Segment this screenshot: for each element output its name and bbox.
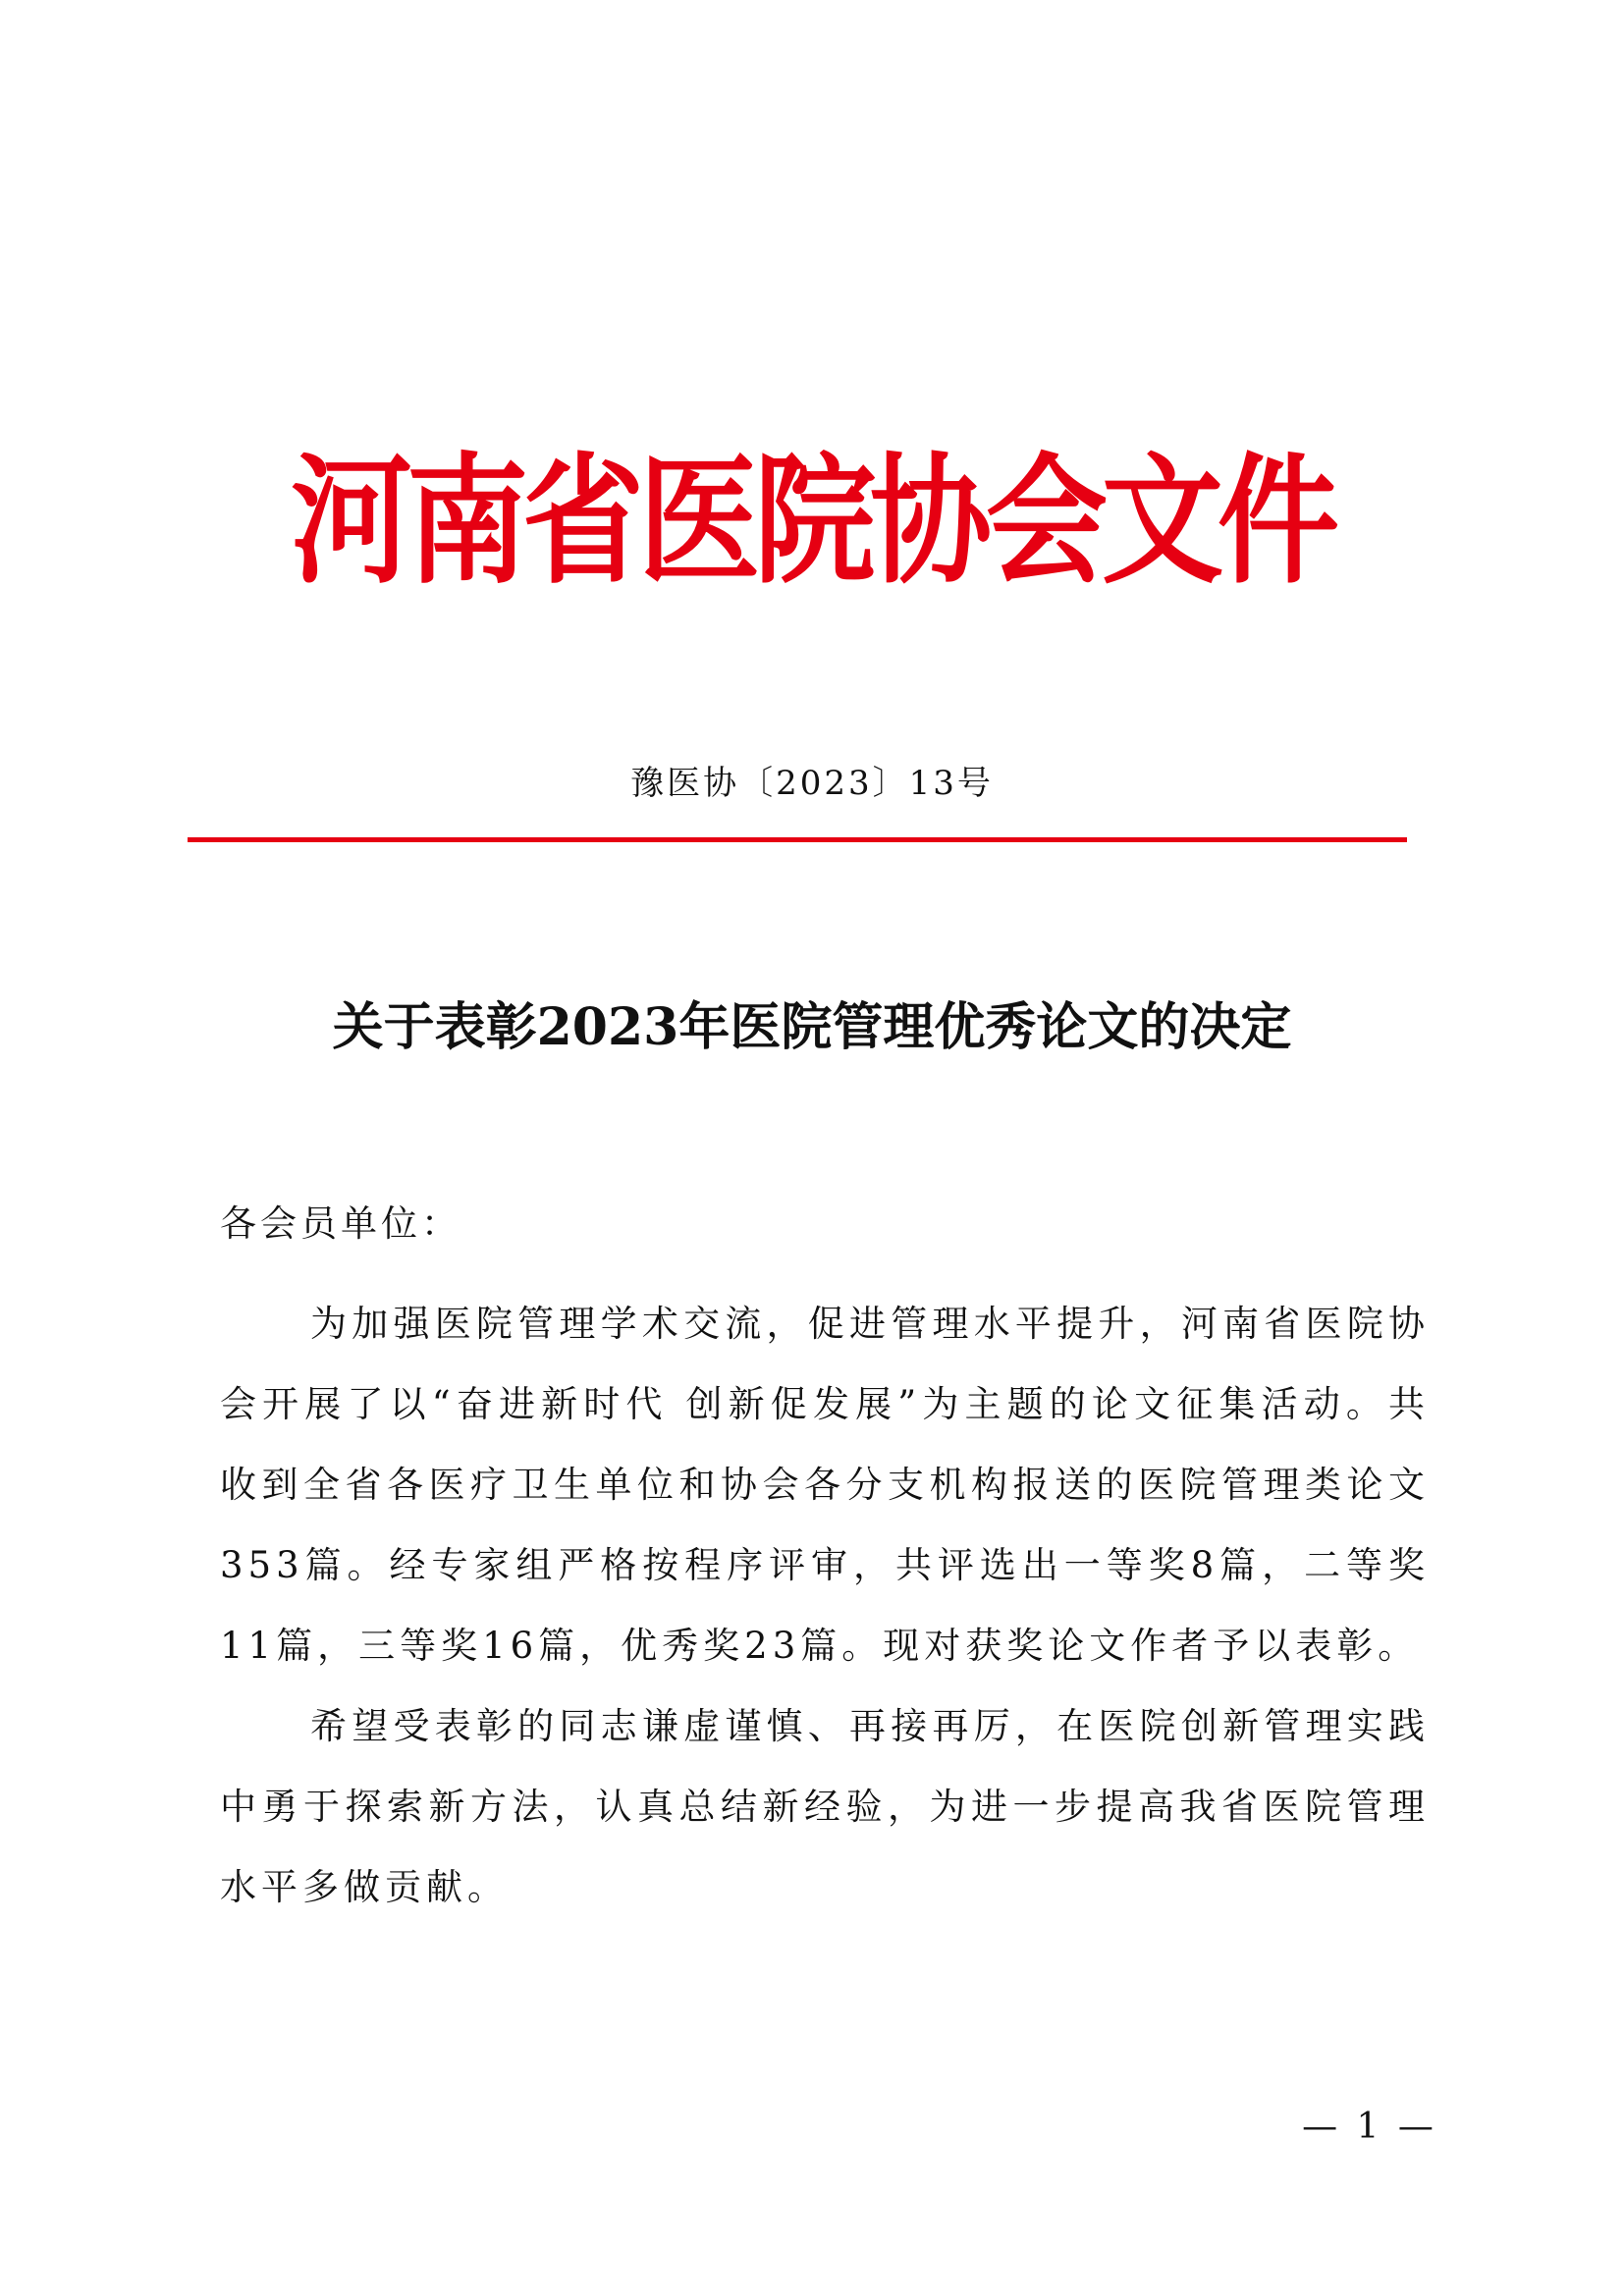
masthead-title: 河南省医院协会文件 — [290, 440, 1333, 604]
page-number: — 1 — — [1302, 2107, 1437, 2147]
body-paragraph-1: 为加强医院管理学术交流，促进管理水平提升，河南省医院协会开展了以“奋进新时代 创新促发展”为主题的论文征集活动。共收到全省各医疗卫生单位和协会各分支机构报送的医院管理类论文353篇。经专家组严格按程序评审，共评选出一等奖8篇，二等奖11篇，三等奖16篇，优秀奖23篇。现对获奖论文作者予以表彰。 — [220, 1303, 1430, 1667]
document-title: 关于表彰2023年医院管理优秀论文的决定 — [332, 997, 1292, 1057]
salutation: 各会员单位： — [220, 1202, 461, 1245]
red-divider-line — [188, 837, 1407, 842]
document-number: 豫医协〔2023〕13号 — [630, 764, 994, 803]
document-body — [220, 1284, 1430, 1928]
body-paragraph-2: 希望受表彰的同志谦虚谨慎、再接再厉，在医院创新管理实践中勇于探索新方法，认真总结新经验，为进一步提高我省医院管理水平多做贡献。 — [220, 1705, 1430, 1908]
